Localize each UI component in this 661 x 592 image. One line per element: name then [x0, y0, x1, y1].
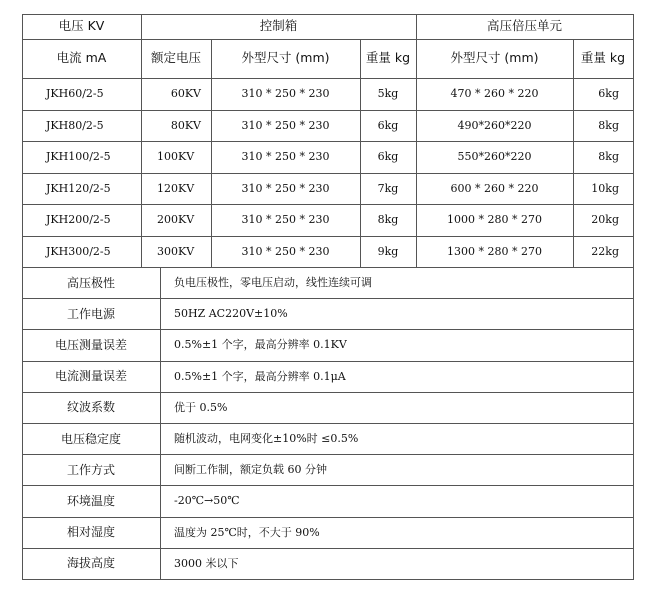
hv-weight: 8kg — [598, 118, 619, 132]
hv-dimensions: 490*260*220 — [457, 118, 532, 132]
spec-value: 0.5%±1 个字，最高分辨率 0.1KV — [174, 338, 347, 352]
hv-weight: 10kg — [591, 181, 619, 195]
table-rule — [22, 329, 634, 330]
spec-value: 0.5%±1 个字，最高分辨率 0.1μA — [174, 369, 346, 383]
control-weight: 6kg — [377, 118, 399, 132]
hv-weight: 20kg — [591, 213, 619, 227]
spec-value: 随机波动，电网变化±10%时 ≤0.5% — [174, 432, 359, 446]
model-name: JKH120/2-5 — [46, 181, 111, 195]
table-rule — [22, 14, 634, 15]
model-name: JKH200/2-5 — [46, 213, 111, 227]
table-rule — [22, 298, 634, 299]
header-current-ma: 电流 mA — [56, 50, 107, 66]
header-control-box: 控制箱 — [259, 18, 298, 34]
table-rule — [141, 14, 142, 268]
header-dimensions-hv: 外型尺寸 (mm) — [450, 50, 539, 66]
model-name: JKH100/2-5 — [46, 150, 111, 164]
table-rule — [22, 39, 634, 40]
rated-voltage: 60KV — [170, 87, 201, 101]
spec-value: 温度为 25℃时，不大于 90% — [174, 525, 320, 539]
control-dimensions: 310 * 250 * 230 — [241, 87, 330, 101]
model-name: JKH60/2-5 — [46, 87, 104, 101]
table-rule — [22, 548, 634, 549]
spec-value: 3000 米以下 — [174, 556, 239, 570]
hv-dimensions: 550*260*220 — [457, 150, 532, 164]
table-rule — [22, 236, 634, 237]
hv-weight: 22kg — [591, 244, 619, 258]
spec-label: 纹波系数 — [66, 400, 115, 415]
hv-weight: 6kg — [598, 87, 619, 101]
table-rule — [22, 78, 634, 79]
control-dimensions: 310 * 250 * 230 — [241, 118, 330, 132]
spec-label: 相对湿度 — [66, 525, 115, 540]
hv-dimensions: 1000 * 280 * 270 — [447, 213, 542, 227]
control-weight: 8kg — [377, 213, 399, 227]
table-rule — [22, 173, 634, 174]
control-weight: 7kg — [377, 181, 399, 195]
control-dimensions: 310 * 250 * 230 — [241, 244, 330, 258]
table-rule — [22, 110, 634, 111]
table-rule — [22, 454, 634, 455]
header-weight: 重量 kg — [365, 50, 411, 66]
spec-label: 电压稳定度 — [60, 431, 121, 446]
spec-value: 间断工作制，额定负载 60 分钟 — [174, 463, 327, 477]
header-hv-unit: 高压倍压单元 — [486, 18, 562, 34]
control-dimensions: 310 * 250 * 230 — [241, 213, 330, 227]
spec-value: 50HZ AC220V±10% — [174, 307, 288, 321]
control-weight: 5kg — [377, 87, 399, 101]
spec-value: 负电压极性，零电压启动，线性连续可调 — [174, 276, 372, 290]
table-rule — [22, 267, 634, 268]
spec-label: 海拔高度 — [66, 556, 115, 571]
spec-value: -20℃→50℃ — [174, 494, 240, 508]
table-rule — [360, 39, 361, 268]
header-dimensions: 外型尺寸 (mm) — [241, 50, 330, 66]
header-voltage-kv: 电压 KV — [58, 18, 105, 34]
table-rule — [160, 267, 161, 580]
table-rule — [633, 14, 634, 580]
table-rule — [22, 141, 634, 142]
control-dimensions: 310 * 250 * 230 — [241, 181, 330, 195]
table-rule — [22, 517, 634, 518]
rated-voltage: 300KV — [157, 244, 195, 258]
spec-label: 电流测量误差 — [54, 369, 127, 384]
model-name: JKH300/2-5 — [46, 244, 111, 258]
rated-voltage: 200KV — [157, 213, 195, 227]
rated-voltage: 100KV — [157, 150, 195, 164]
table-rule — [22, 361, 634, 362]
spec-label: 工作电源 — [66, 306, 115, 321]
table-rule — [22, 485, 634, 486]
spec-table — [22, 14, 633, 579]
table-rule — [22, 423, 634, 424]
control-dimensions: 310 * 250 * 230 — [241, 150, 330, 164]
control-weight: 9kg — [377, 244, 399, 258]
spec-label: 电压测量误差 — [54, 337, 127, 352]
table-rule — [22, 204, 634, 205]
hv-dimensions: 1300 * 280 * 270 — [447, 244, 542, 258]
spec-value: 优于 0.5% — [174, 400, 228, 414]
spec-label: 环境温度 — [66, 493, 115, 508]
table-rule — [22, 579, 634, 580]
table-rule — [573, 39, 574, 268]
spec-label: 高压极性 — [66, 275, 115, 290]
header-weight-hv: 重量 kg — [580, 50, 626, 66]
table-rule — [22, 14, 23, 580]
rated-voltage: 120KV — [157, 181, 195, 195]
hv-dimensions: 600 * 260 * 220 — [450, 181, 539, 195]
hv-weight: 8kg — [598, 150, 619, 164]
spec-label: 工作方式 — [66, 462, 115, 477]
control-weight: 6kg — [377, 150, 399, 164]
rated-voltage: 80KV — [170, 118, 201, 132]
table-rule — [211, 39, 212, 268]
hv-dimensions: 470 * 260 * 220 — [450, 87, 539, 101]
model-name: JKH80/2-5 — [46, 118, 104, 132]
table-rule — [22, 392, 634, 393]
header-rated-voltage: 额定电压 — [150, 50, 201, 66]
table-rule — [416, 14, 417, 268]
